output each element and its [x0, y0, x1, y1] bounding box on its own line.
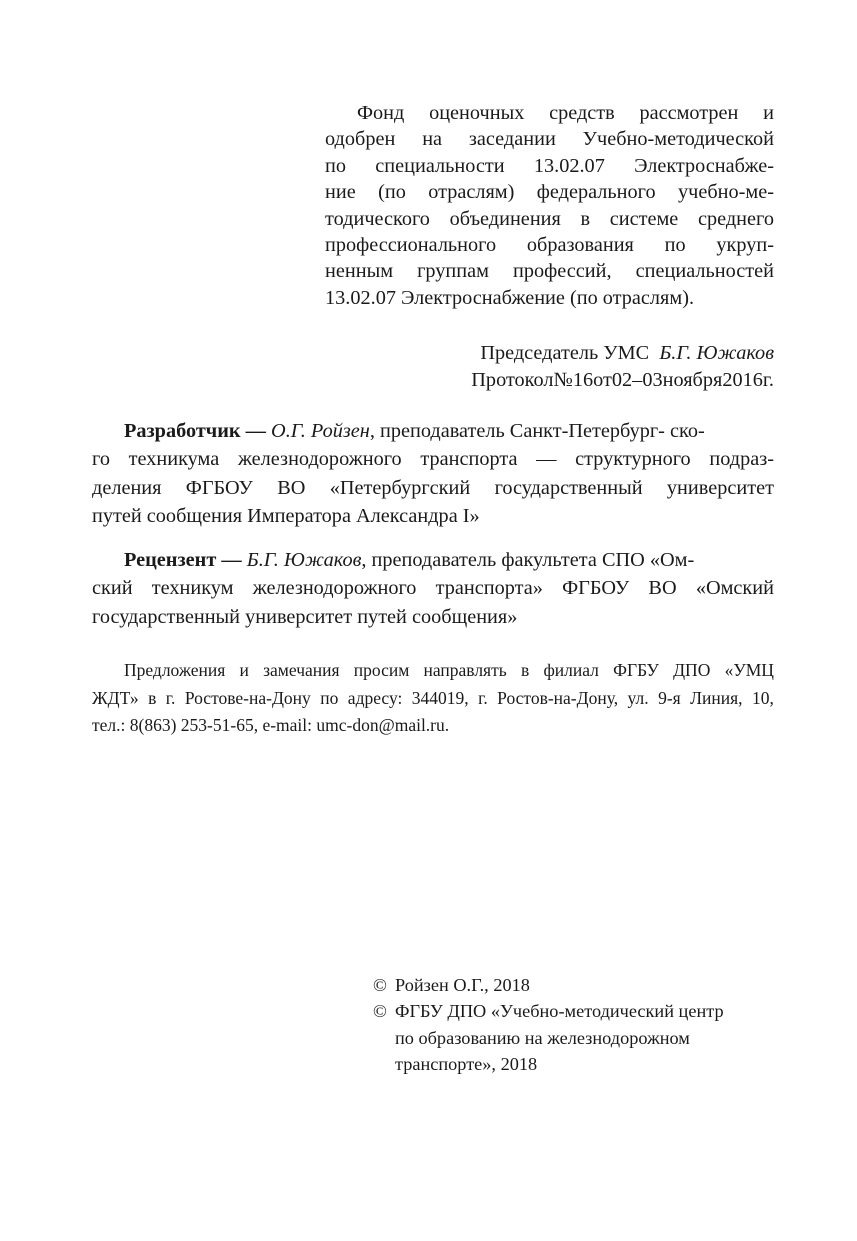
approval-line: тодического объединения в системе среднего [325, 207, 774, 230]
approval-line: Фонд оценочных средств рассмотрен и [357, 102, 774, 124]
approval-line: ние (по отраслям) федерального учебно-ме- [325, 181, 774, 204]
copyright-symbol: © [373, 975, 387, 995]
developer-line [92, 417, 774, 445]
copyright-publisher: ФГБУ ДПО «Учебно-методический центр [395, 1001, 724, 1022]
developer-label: Разработчик — [124, 420, 266, 442]
reviewer-paragraph [92, 546, 774, 631]
developer-line: го техникума железнодорожного транспорта — структурного подраз- [92, 448, 774, 471]
approval-line: ненным группам профессий, специальностей [325, 260, 774, 283]
reviewer-line-rest: , преподаватель факультета СПО «Ом- [361, 549, 695, 571]
note-line: ЖДТ» в г. Ростове-на-Дону по адресу: 344019, г. Ростов-на-Дону, ул. 9-я Линия, 10, [92, 687, 774, 708]
approval-line: одобрен на заседании Учебно-методической [325, 128, 774, 151]
copyright-symbol: © [373, 1001, 387, 1022]
developer-paragraph [92, 417, 774, 530]
developer-line: путей сообщения Императора Александра I» [92, 504, 480, 527]
copyright-line: по образованию на железнодорожном [395, 1027, 690, 1048]
chair-signature [300, 340, 774, 394]
copyright-line [373, 998, 774, 1024]
approval-line: 13.02.07 Электроснабжение (по отраслям). [325, 286, 695, 309]
chair-role: Председатель УМС [480, 342, 650, 364]
chair-line [300, 340, 774, 367]
approval-line: профессионального образования по укруп- [325, 234, 774, 257]
chair-name: Б.Г. Южаков [659, 342, 774, 364]
reviewer-label: Рецензент — [124, 549, 242, 571]
developer-line-rest: , преподаватель Санкт-Петербург- ско- [369, 420, 705, 442]
protocol-line: Протокол № 16 от 02–03 ноября 2016 г. [471, 369, 774, 391]
contact-note [92, 657, 774, 740]
reviewer-name: Б.Г. Южаков [246, 549, 362, 571]
developer-line: деления ФГБОУ ВО «Петербургский государственный университет [92, 476, 774, 499]
note-line: Предложения и замечания просим направлять в филиал ФГБУ ДПО «УМЦ [124, 660, 774, 680]
reviewer-line [92, 546, 774, 574]
copyright-author: Ройзен О.Г., 2018 [395, 975, 530, 995]
approval-line: по специальности 13.02.07 Электроснабже- [325, 154, 774, 177]
copyright-line [373, 972, 774, 998]
copyright-line: транспорте», 2018 [395, 1054, 538, 1075]
copyright-block [373, 972, 774, 1078]
reviewer-line: государственный университет путей сообщения» [92, 605, 518, 628]
reviewer-line: ский техникум железнодорожного транспорта» ФГБОУ ВО «Омский [92, 577, 774, 600]
note-line: тел.: 8(863) 253-51-65, e-mail: umc-don@mail.ru. [92, 715, 450, 735]
approval-paragraph [325, 100, 774, 311]
developer-name: О.Г. Ройзен [271, 420, 370, 442]
